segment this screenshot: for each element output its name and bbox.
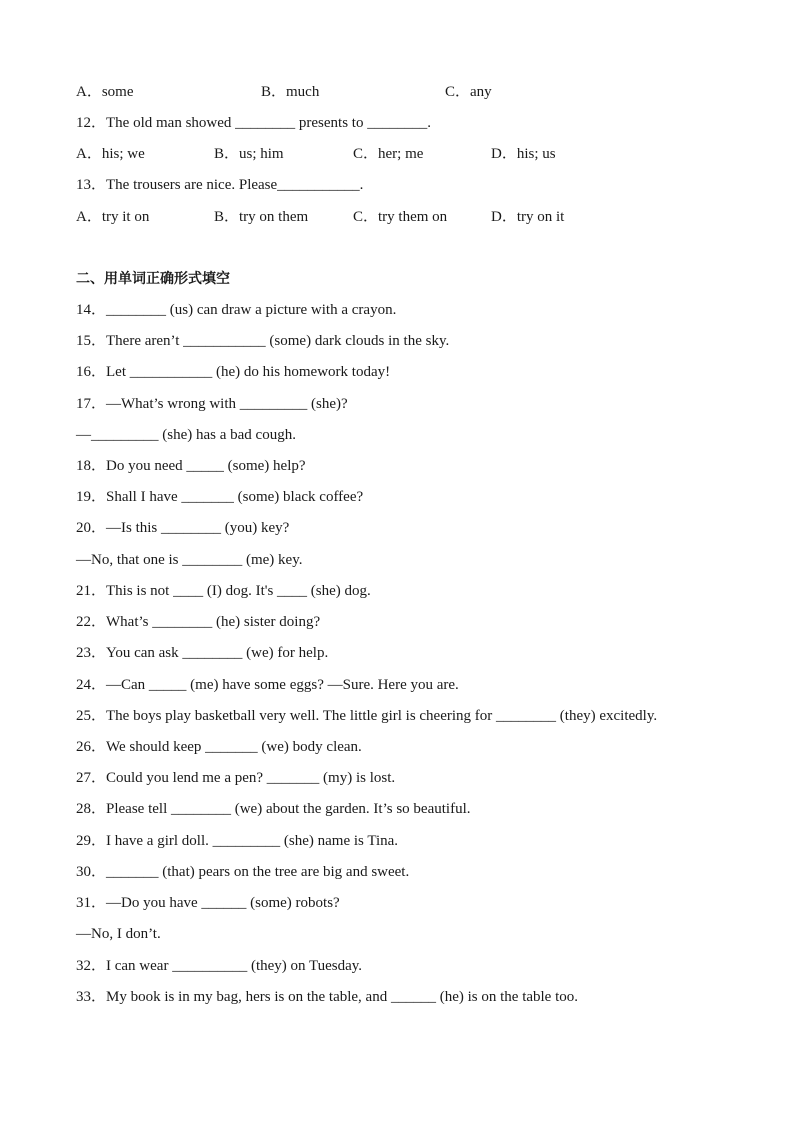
question-line: 28．Please tell ________ (we) about the garden. It’s so beautiful. bbox=[76, 801, 471, 817]
q13-option-b: B．try on them bbox=[214, 209, 309, 225]
question-line: 15．There aren’t ___________ (some) dark clouds in the sky. bbox=[76, 333, 450, 349]
question-line: 30．_______ (that) pears on the tree are big and sweet. bbox=[76, 864, 410, 880]
q13-stem: 13．The trousers are nice. Please___________. bbox=[76, 177, 364, 193]
q11-option-c: C．any bbox=[445, 84, 492, 100]
q11-option-a: A．some bbox=[76, 84, 134, 100]
q13-option-d: D．try on it bbox=[491, 209, 565, 225]
answer-line: —No, that one is ________ (me) key. bbox=[76, 552, 303, 568]
answer-line: —_________ (she) has a bad cough. bbox=[76, 427, 296, 443]
q12-option-b: B．us; him bbox=[214, 146, 284, 162]
section-heading: 二、用单词正确形式填空 bbox=[76, 271, 230, 287]
q11-option-b: B．much bbox=[261, 84, 320, 100]
question-line: 24．—Can _____ (me) have some eggs? —Sure. Here you are. bbox=[76, 677, 459, 693]
question-line: 20．—Is this ________ (you) key? bbox=[76, 520, 290, 536]
q13-option-c: C．try them on bbox=[353, 209, 448, 225]
question-line: 25．The boys play basketball very well. The little girl is cheering for ________ (they) excitedly. bbox=[76, 708, 658, 724]
q12-stem: 12．The old man showed ________ presents to ________. bbox=[76, 115, 431, 131]
question-line: 31．—Do you have ______ (some) robots? bbox=[76, 895, 340, 911]
question-line: 21．This is not ____ (I) dog. It's ____ (she) dog. bbox=[76, 583, 371, 599]
question-line: 19．Shall I have _______ (some) black coffee? bbox=[76, 489, 364, 505]
question-line: 32．I can wear __________ (they) on Tuesday. bbox=[76, 958, 363, 974]
q12-option-d: D．his; us bbox=[491, 146, 556, 162]
question-line: 29．I have a girl doll. _________ (she) name is Tina. bbox=[76, 833, 399, 849]
question-line: 14．________ (us) can draw a picture with a crayon. bbox=[76, 302, 397, 318]
question-line: 23．You can ask ________ (we) for help. bbox=[76, 645, 329, 661]
q12-option-c: C．her; me bbox=[353, 146, 424, 162]
question-line: 26．We should keep _______ (we) body clean. bbox=[76, 739, 362, 755]
q12-option-a: A．his; we bbox=[76, 146, 145, 162]
question-line: 22．What’s ________ (he) sister doing? bbox=[76, 614, 321, 630]
question-line: 27．Could you lend me a pen? _______ (my) is lost. bbox=[76, 770, 396, 786]
answer-line: —No, I don’t. bbox=[76, 926, 161, 942]
question-line: 18．Do you need _____ (some) help? bbox=[76, 458, 306, 474]
question-line: 17．—What’s wrong with _________ (she)? bbox=[76, 396, 348, 412]
q13-option-a: A．try it on bbox=[76, 209, 150, 225]
question-line: 16．Let ___________ (he) do his homework today! bbox=[76, 364, 391, 380]
question-line: 33．My book is in my bag, hers is on the table, and ______ (he) is on the table too. bbox=[76, 989, 579, 1005]
